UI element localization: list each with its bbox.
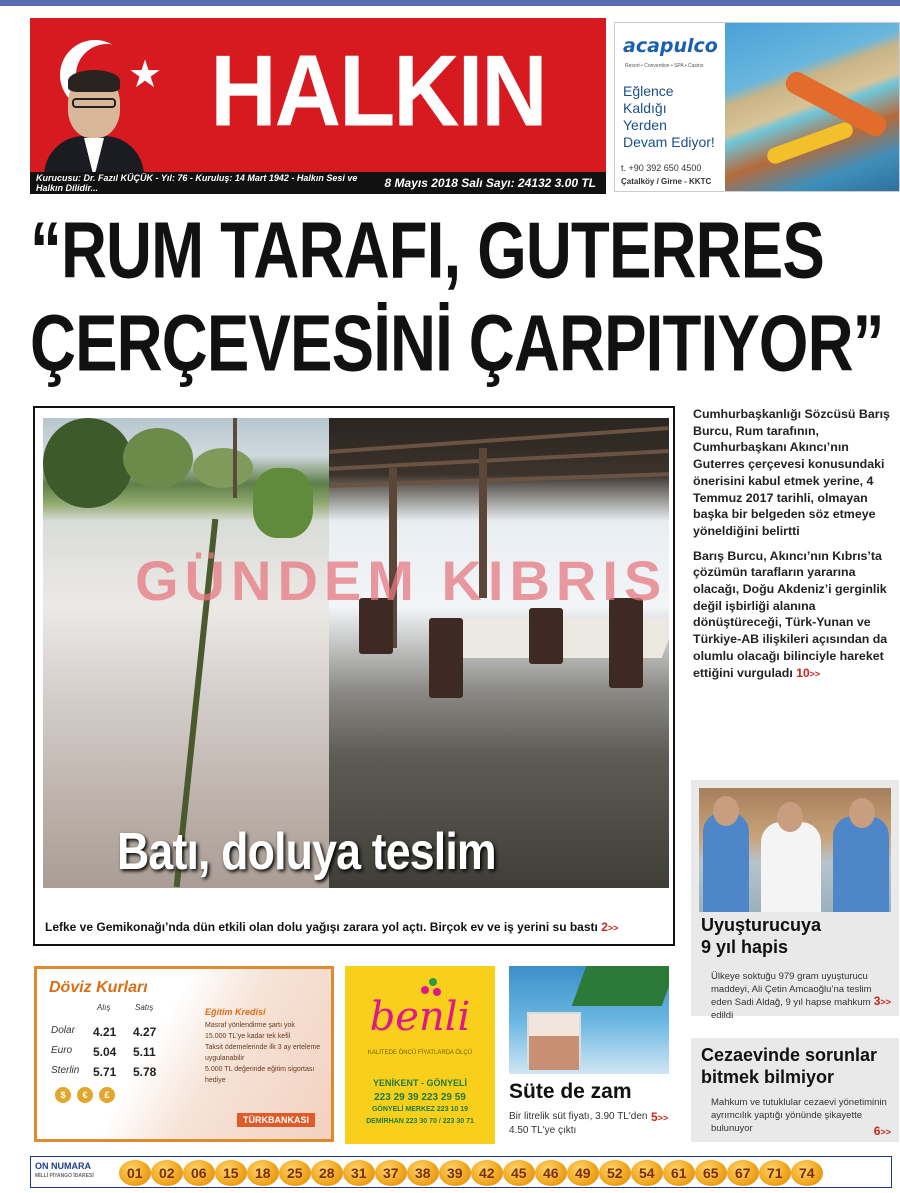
lottery-ball: 74: [791, 1160, 823, 1186]
page-ref: 6>>: [873, 1124, 891, 1138]
lottery-ball: 39: [439, 1160, 471, 1186]
sell-rate: 5.78: [133, 1065, 157, 1079]
acapulco-ad[interactable]: [614, 22, 900, 192]
page-ref: 3>>: [873, 994, 891, 1008]
prison-story[interactable]: [691, 1038, 899, 1142]
currency-label: Dolar: [51, 1025, 75, 1036]
story-title: Süte de zam: [509, 1080, 632, 1103]
lottery-ball: 28: [311, 1160, 343, 1186]
page-ref: 2: [601, 920, 608, 934]
currency-label: Euro: [51, 1045, 73, 1056]
story-summary: Bir litrelik süt fiyatı, 3.90 TL'den 4.50 TL'ye çıktı: [509, 1111, 648, 1136]
lottery-ball: 18: [247, 1160, 279, 1186]
masthead-strip: [30, 172, 606, 194]
chevron-right-icon: >>: [809, 668, 821, 679]
lottery-ball: 02: [151, 1160, 183, 1186]
lottery-ball: 65: [695, 1160, 727, 1186]
lottery-ball: 46: [535, 1160, 567, 1186]
lottery-ball: 38: [407, 1160, 439, 1186]
lottery-ball: 31: [343, 1160, 375, 1186]
milk-photo: [509, 966, 669, 1074]
hail-photo-story[interactable]: [33, 406, 675, 946]
lottery-numbers: [119, 1160, 823, 1186]
photo-headline: Batı, doluya teslim: [117, 823, 496, 881]
newspaper-title: HALKIN: [210, 35, 546, 148]
lottery-ball: 42: [471, 1160, 503, 1186]
police-photo: [699, 788, 891, 912]
exchange-title: Döviz Kurları: [49, 979, 148, 996]
story-summary: Mahkum ve tutuklular cezaevi yönetiminin ayrımcılık yaptığı yönünde şikayette bulunuyor: [711, 1097, 887, 1134]
watermark: GÜNDEM KIBRIS: [135, 549, 668, 612]
lottery-ball: 52: [599, 1160, 631, 1186]
bank-logo: TÜRKBANKASI: [237, 1113, 315, 1127]
headline-line-1: “RUM TARAFI, GUTERRES: [30, 205, 824, 295]
ad-logo: acapulco: [623, 35, 718, 57]
photo-caption: Lefke ve Gemikonağı’nda dün etkili olan dolu yağışı zarara yol açtı. Birçok ev ve iş yerini su bastı 2>>: [45, 920, 619, 934]
buy-rate: 4.21: [93, 1025, 117, 1039]
ad-slogan: Eğlence Kaldığı Yerden Devam Ediyor!: [623, 83, 715, 150]
sell-rate: 5.11: [133, 1045, 156, 1059]
lottery-ball: 06: [183, 1160, 215, 1186]
chevron-right-icon: >>: [607, 923, 619, 933]
founder-line: Kurucusu: Dr. Fazıl KÜÇÜK - Yıl: 76 - Kuruluş: 14 Mart 1942 - Halkın Sesi ve Halkın Dilidir...: [36, 173, 358, 193]
lottery-ball: 61: [663, 1160, 695, 1186]
buy-rate: 5.71: [93, 1065, 117, 1079]
pound-icon: £: [99, 1087, 115, 1103]
issue-line: 8 Mayıs 2018 Salı Sayı: 24132 3.00 TL: [384, 176, 596, 190]
exchange-rates-box: Döviz Kurları Alış Satış Dolar 4.21 4.27 Euro 5.04 5.11 Sterlin 5.71 5.78 $ € £ Eğitim Kredisi Masraf yönlendirme şartı yok 15.000 TL'ye kadar tek kefil Taksit ödemelerinde ilk 3 ay erteleme uygulanabilir 5.000 TL değerinde eğitim sigortası hediye TÜRKBANKASI: [34, 966, 334, 1142]
restaurant-photo: [329, 418, 669, 888]
drug-sentence-story[interactable]: [691, 780, 899, 1021]
lottery-ball: 25: [279, 1160, 311, 1186]
star-icon: ★: [128, 52, 163, 96]
headline-line-2: ÇERÇEVESİNİ ÇARPITIYOR”: [30, 297, 884, 388]
masthead: [30, 18, 606, 194]
benli-ad[interactable]: benli KALİTEDE ÖNCÜ FİYATLARDA ÖLÇÜ YENİKENT - GÖNYELİ 223 29 39 223 29 59 GÖNYELİ MERKEZ 223 10 19 DEMİRHAN 223 30 70 / 223 30 71: [345, 966, 495, 1144]
lottery-ball: 67: [727, 1160, 759, 1186]
buy-rate: 5.04: [93, 1045, 117, 1059]
education-credit-ad: Eğitim Kredisi Masraf yönlendirme şartı yok 15.000 TL'ye kadar tek kefil Taksit ödemelerinde ilk 3 ay erteleme uygulanabilir 5.000 TL değerinde eğitim sigortası hediye: [205, 1007, 321, 1084]
story-paragraph-1: Cumhurbaşkanlığı Sözcüsü Barış Burcu, Rum tarafının, Cumhurbaşkanı Akıncı’nın Guterres çerçevesi konusundaki önerisini kabul etmek yerine, 4 Temmuz 2017 tarihli, olmayan başka bir belgeden söz etmeye yöneldiğini belirtti: [693, 407, 890, 538]
lottery-results: [30, 1156, 892, 1188]
page-ref: 5>>: [651, 1110, 669, 1124]
headline-story-text[interactable]: [693, 406, 898, 690]
ad-location: Çatalköy / Girne - KKTC: [621, 177, 712, 186]
lottery-ball: 37: [375, 1160, 407, 1186]
story-paragraph-2: Barış Burcu, Akıncı’nın Kıbrıs’ta çözümün tarafların yararına olacağı, Doğu Akdeniz’i gerginlik değil işbirliği alanına dönüştüreceği, Türk-Yunan ve Türkiye-AB ilişkileri açısından da olumlu olacağı bilinciyle hareket ettiğini vurguladı 10>>: [693, 548, 888, 680]
resort-photo: [725, 23, 900, 192]
lottery-ball: 49: [567, 1160, 599, 1186]
founder-portrait: [38, 58, 148, 190]
story-summary: Ülkeye soktuğu 979 gram uyuşturucu maddeyi, Ali Çetin Amcaoğlu’na teslim eden Sadi Aldağ, 9 yıl hapse mahkum edildi: [711, 971, 872, 1021]
lottery-ball: 01: [119, 1160, 151, 1186]
ad-sub: Resort • Convention • SPA • Casino: [625, 63, 704, 69]
benli-logo: benli: [369, 994, 471, 1040]
main-headline[interactable]: [30, 204, 884, 390]
euro-icon: €: [77, 1087, 93, 1103]
dollar-icon: $: [55, 1087, 71, 1103]
sell-rate: 4.27: [133, 1025, 157, 1039]
page-ref: 10: [796, 665, 810, 680]
currency-label: Sterlin: [51, 1065, 80, 1076]
hail-field-photo: [43, 418, 329, 888]
ad-phone: t. +90 392 650 4500: [621, 163, 702, 173]
story-title: Uyuşturucuya 9 yıl hapis: [701, 915, 822, 957]
lottery-ball: 54: [631, 1160, 663, 1186]
milk-price-story[interactable]: [509, 966, 671, 1144]
story-title: Cezaevinde sorunlar bitmek bilmiyor: [701, 1045, 878, 1087]
lottery-ball: 71: [759, 1160, 791, 1186]
top-border: [0, 0, 900, 6]
on-numara-logo: ON NUMARA MİLLİ PİYANGO İDARESİ: [35, 1161, 94, 1179]
lottery-ball: 45: [503, 1160, 535, 1186]
lottery-ball: 15: [215, 1160, 247, 1186]
